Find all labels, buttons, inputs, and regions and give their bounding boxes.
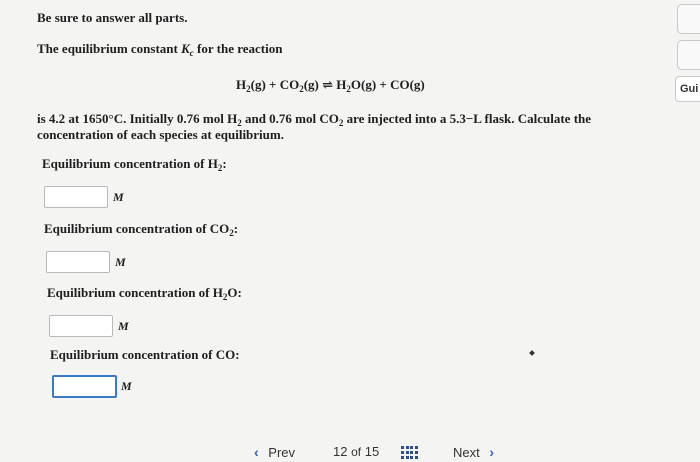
intro-suffix: for the reaction (197, 41, 283, 56)
answer-input-h2o[interactable] (49, 315, 113, 337)
body-a: is 4.2 at 1650°C. Initially 0.76 mol H (37, 111, 238, 126)
question-body-line1 (37, 111, 591, 127)
kc-symbol: K (181, 41, 190, 56)
kc-subscript: c (189, 48, 194, 58)
part-label-h2 (42, 156, 227, 172)
unit-molarity-h2: M (113, 190, 124, 204)
body-b-sub: 2 (338, 118, 344, 128)
part-label-co (50, 347, 240, 363)
body-b: and 0.76 mol CO (244, 111, 339, 126)
intro-prefix: The equilibrium constant (37, 41, 178, 56)
part1-label-post: : (222, 156, 227, 171)
answer-input-co2[interactable] (46, 251, 110, 273)
part3-label-pre: Equilibrium concentration of H (47, 285, 223, 300)
part1-label-sub: 2 (217, 163, 223, 173)
part2-label-sub: 2 (229, 228, 234, 238)
part2-label-pre: Equilibrium concentration of CO (44, 221, 230, 236)
side-tab-middle[interactable] (677, 40, 700, 70)
reactant-co2-sub: 2 (299, 84, 304, 94)
equilibrium-arrow: ⇌ (322, 77, 334, 92)
part2-label-post: : (233, 221, 239, 236)
unit-molarity-co2: M (115, 255, 126, 269)
page-of: of (351, 445, 362, 459)
question-intro (37, 41, 282, 57)
chevron-right-icon: › (489, 444, 495, 460)
part-label-h2o (47, 285, 242, 301)
reactant-h: H (236, 77, 247, 92)
reactant-h-sub: 2 (246, 84, 251, 94)
part3-label-post: O: (227, 285, 242, 300)
side-tab-top[interactable] (677, 4, 700, 34)
answer-input-h2[interactable] (44, 186, 108, 208)
instructions-text: Be sure to answer all parts. (37, 10, 188, 25)
part4-label-pre: Equilibrium concentration of CO: (50, 347, 240, 362)
part-label-co2 (44, 221, 238, 237)
part3-label-sub: 2 (222, 292, 228, 302)
part1-label-pre: Equilibrium concentration of H (42, 156, 218, 171)
reactant-co2-state: (g) (303, 77, 319, 92)
reactant-co-text: (g) + CO (250, 77, 300, 92)
guided-solution-tab[interactable]: Gui (675, 76, 700, 102)
next-label: Next (453, 445, 480, 460)
page-total: 15 (364, 444, 380, 459)
unit-molarity-h2o: M (118, 319, 129, 333)
chevron-left-icon: ‹ (254, 444, 259, 460)
product-rest: O(g) + CO(g) (350, 77, 425, 92)
reaction-equation (236, 77, 425, 93)
body-a-sub: 2 (237, 118, 242, 128)
unit-molarity-co: M (121, 379, 132, 393)
product-h: H (336, 77, 347, 92)
body-c: are injected into a 5.3−L flask. Calculate the (346, 111, 592, 126)
next-button[interactable] (453, 444, 494, 460)
answer-input-co[interactable] (52, 375, 117, 398)
cursor-pointer (529, 350, 535, 356)
grid-menu-icon[interactable] (401, 446, 417, 460)
product-h-sub: 2 (346, 84, 351, 94)
page-indicator (333, 444, 379, 459)
page-current: 12 (333, 444, 348, 459)
question-body-line2: concentration of each species at equilibrium. (37, 127, 284, 142)
footer-navigation (0, 436, 700, 462)
prev-label: Prev (268, 445, 296, 460)
prev-button[interactable] (254, 444, 295, 460)
